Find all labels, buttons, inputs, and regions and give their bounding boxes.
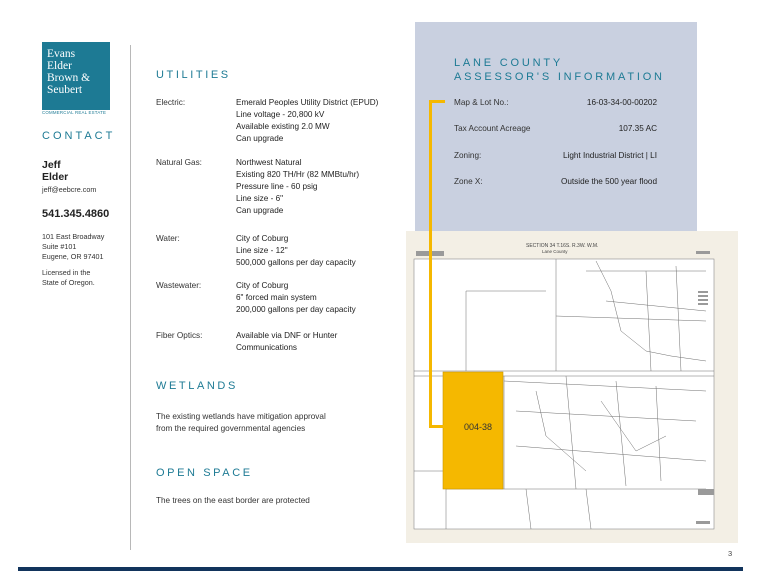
utility-line: Can upgrade <box>236 206 284 215</box>
utility-line: 6" forced main system <box>236 293 317 302</box>
license-line: State of Oregon. <box>42 278 95 287</box>
connector-line-bottom <box>429 425 444 428</box>
wetlands-heading: WETLANDS <box>156 380 238 392</box>
tax-lot-map-drawing <box>406 231 738 543</box>
utility-line: Line size - 6" <box>236 194 284 203</box>
address-line: 101 East Broadway <box>42 232 105 241</box>
utility-value-water <box>236 233 356 269</box>
logo-line-2: Elder <box>47 60 72 72</box>
assessor-value-map-lot: 16-03-34-00-00202 <box>586 98 657 107</box>
utility-line: Pressure line - 60 psig <box>236 182 318 191</box>
assessor-label-acreage: Tax Account Acreage <box>454 124 531 133</box>
contact-heading: CONTACT <box>42 130 116 142</box>
address-line: Suite #101 <box>42 242 77 251</box>
utility-label-electric: Electric: <box>156 98 186 107</box>
connector-line-vertical <box>429 101 432 428</box>
page-number: 3 <box>728 549 733 558</box>
contact-first-name: Jeff <box>42 159 61 171</box>
open-space-heading: OPEN SPACE <box>156 467 253 479</box>
contact-email[interactable]: jeff@eebcre.com <box>42 185 97 194</box>
utility-line: Northwest Natural <box>236 158 302 167</box>
map-county-title: Lane County <box>542 249 568 254</box>
footer-bar <box>18 567 743 571</box>
sidebar-divider <box>130 45 131 550</box>
utility-value-fiber <box>236 330 337 354</box>
open-space-text: The trees on the east border are protected <box>156 496 310 505</box>
assessor-heading-line: ASSESSOR'S INFORMATION <box>454 71 665 83</box>
assessor-label-zoning: Zoning: <box>454 151 482 160</box>
wetlands-line: from the required governmental agencies <box>156 424 306 433</box>
utility-line: Emerald Peoples Utility District (EPUD) <box>236 98 379 107</box>
license-line: Licensed in the <box>42 268 91 277</box>
assessor-value-zoning: Light Industrial District | LI <box>562 151 657 160</box>
utility-line: Existing 820 TH/Hr (82 MMBtu/hr) <box>236 170 360 179</box>
utility-line: Line size - 12" <box>236 246 288 255</box>
utility-label-gas: Natural Gas: <box>156 158 202 167</box>
logo-line-3: Brown & <box>47 72 91 84</box>
utility-line: City of Coburg <box>236 281 289 290</box>
utility-line: Available via DNF or Hunter <box>236 331 338 340</box>
assessor-label-map-lot: Map & Lot No.: <box>454 98 509 107</box>
utility-line: Can upgrade <box>236 134 284 143</box>
utility-line: Communications <box>236 343 297 352</box>
utilities-heading: UTILITIES <box>156 69 231 81</box>
assessor-label-zone-x: Zone X: <box>454 177 483 186</box>
wetlands-line: The existing wetlands have mitigation approval <box>156 412 326 421</box>
tax-lot-map <box>406 231 738 543</box>
assessor-heading <box>454 56 665 84</box>
license-note <box>42 268 95 288</box>
utility-label-water: Water: <box>156 234 180 243</box>
logo-line-1: Evans <box>47 48 76 60</box>
contact-address <box>42 232 104 262</box>
utility-value-electric <box>236 97 378 145</box>
logo-line-4: Seubert <box>47 84 83 96</box>
utility-line: 500,000 gallons per day capacity <box>236 258 356 267</box>
utility-label-fiber: Fiber Optics: <box>156 331 203 340</box>
wetlands-text <box>156 411 326 435</box>
address-line: Eugene, OR 97401 <box>42 252 104 261</box>
assessor-value-zone-x: Outside the 500 year flood <box>560 177 657 186</box>
map-section-title: SECTION 34 T.16S. R.3W. W.M. <box>526 243 599 249</box>
utility-value-gas <box>236 157 359 217</box>
parcel-label: 004-38 <box>464 422 493 432</box>
logo-subtitle: COMMERCIAL REAL ESTATE <box>42 110 107 115</box>
contact-phone[interactable]: 541.345.4860 <box>42 208 110 220</box>
assessor-heading-line: LANE COUNTY <box>454 57 564 69</box>
assessor-value-acreage: 107.35 AC <box>618 124 657 133</box>
utility-label-wastewater: Wastewater: <box>156 281 202 290</box>
utility-line: City of Coburg <box>236 234 289 243</box>
utility-line: Available existing 2.0 MW <box>236 122 330 131</box>
company-logo <box>42 42 110 110</box>
utility-line: Line voltage - 20,800 kV <box>236 110 325 119</box>
contact-name <box>42 159 68 183</box>
contact-last-name: Elder <box>42 171 69 183</box>
utility-line: 200,000 gallons per day capacity <box>236 305 356 314</box>
utility-value-wastewater <box>236 280 356 316</box>
